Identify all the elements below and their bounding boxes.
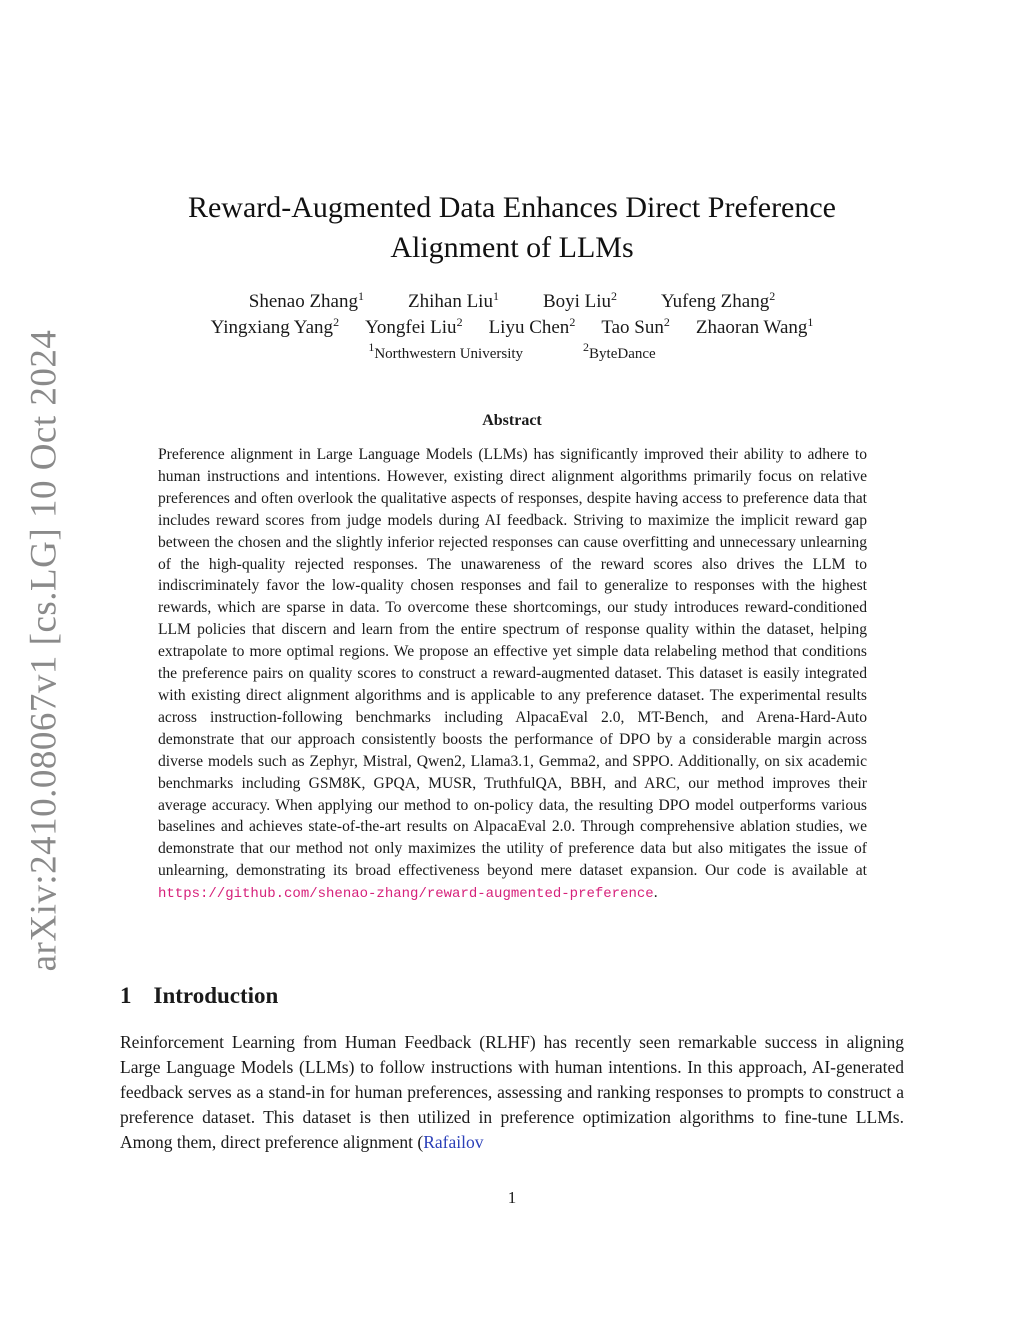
author: Liyu Chen$^2$ [488, 315, 576, 338]
arxiv-identifier-stamp [8, 329, 80, 971]
author: Boyi Liu$^2$ [542, 289, 618, 312]
section-number: 1 [120, 983, 132, 1008]
author: Yufeng Zhang$^2$ [661, 289, 776, 312]
abstract-body [158, 444, 867, 906]
author: Yingxiang Yang$^2$ [210, 315, 340, 338]
abstract-end-punctuation: . [653, 884, 658, 902]
page-number: 1 [507, 1188, 517, 1207]
introduction-paragraph [120, 1030, 904, 1155]
introduction-text: Reinforcement Learning from Human Feedback (RLHF) has recently seen remarkable success in aligning Large Language Models (LLMs) to follow instructions with human intentions. In this approach, AI-generated feedback serves as a stand-in for human preferences, assessing and ranking responses to prompts to construct a preference dataset. This dataset is then utilized in preference optimization algorithms to fine-tune LLMs. Among them, direct preference alignment ( [120, 1032, 904, 1152]
abstract-text: Preference alignment in Large Language Models (LLMs) has significantly improved their ability to adhere to human instructions and intentions. However, existing direct alignment algorithms primarily focus on relative preferences and often overlook the qualitative aspects of responses, despite having access to preference data that includes reward scores from judge models during AI feedback. Striving to maximize the implicit reward gap between the chosen and the slightly inferior rejected responses can cause overfitting and unnecessary unlearning of the high-quality rejected responses. The unawareness of the reward scores also drives the LLM to indiscriminately favor the low-quality chosen responses and fail to generalize to responses with the highest rewards, which are sparse in data. To overcome these shortcomings, our study introduces reward-conditioned LLM policies that discern and learn from the entire spectrum of response quality within the dataset, helping extrapolate to more optimal regions. We propose an effective yet simple data relabeling method that conditions the preference pairs on quality scores to construct a reward-augmented dataset. This dataset is easily integrated with existing direct alignment algorithms and is applicable to any preference dataset. The experimental results across instruction-following benchmarks including AlpacaEval 2.0, MT-Bench, and Arena-Hard-Auto demonstrate that our approach consistently boosts the performance of DPO by a considerable margin across diverse models such as Zephyr, Mistral, Qwen2, Llama3.1, Gemma2, and SPPO. Additionally, on six academic benchmarks including GSM8K, GPQA, MUSR, TruthfulQA, BBH, and ARC, our method improves their average accuracy. When applying our method to on-policy data, the resulting DPO model outperforms various baselines and achieves state-of-the-art results on AlpacaEval 2.0. Through comprehensive ablation studies, we demonstrate that our method not only maximizes the utility of preference data but also mitigates the issue of unlearning, demonstrating its broad effectiveness beyond mere dataset expansion. Our code is available at [158, 446, 867, 880]
affiliation: $^2$ByteDance [583, 340, 656, 362]
author-block [120, 289, 904, 367]
code-repository-link[interactable]: https://github.com/shenao-zhang/reward-augmented-preference [158, 886, 654, 903]
arxiv-identifier-text: arXiv:2410.08067v1 [cs.LG] 10 Oct 2024 [23, 329, 65, 971]
affiliations [120, 341, 904, 367]
author: Zhaoran Wang$^1$ [695, 315, 814, 338]
author: Zhihan Liu$^1$ [408, 289, 499, 312]
citation-link[interactable]: Rafailov [423, 1132, 484, 1152]
author-row-1 [120, 289, 904, 315]
affiliation: $^1$Northwestern University [368, 340, 524, 362]
abstract-heading: Abstract [482, 412, 542, 429]
author: Tao Sun$^2$ [601, 315, 670, 338]
paper-title: Reward-Augmented Data Enhances Direct Preference Alignment of LLMs [187, 191, 837, 264]
section-title: Introduction [153, 983, 279, 1008]
section-heading [120, 983, 278, 1009]
author: Shenao Zhang$^1$ [248, 289, 364, 312]
author: Yongfei Liu$^2$ [365, 315, 463, 338]
author-row-2 [120, 315, 904, 341]
